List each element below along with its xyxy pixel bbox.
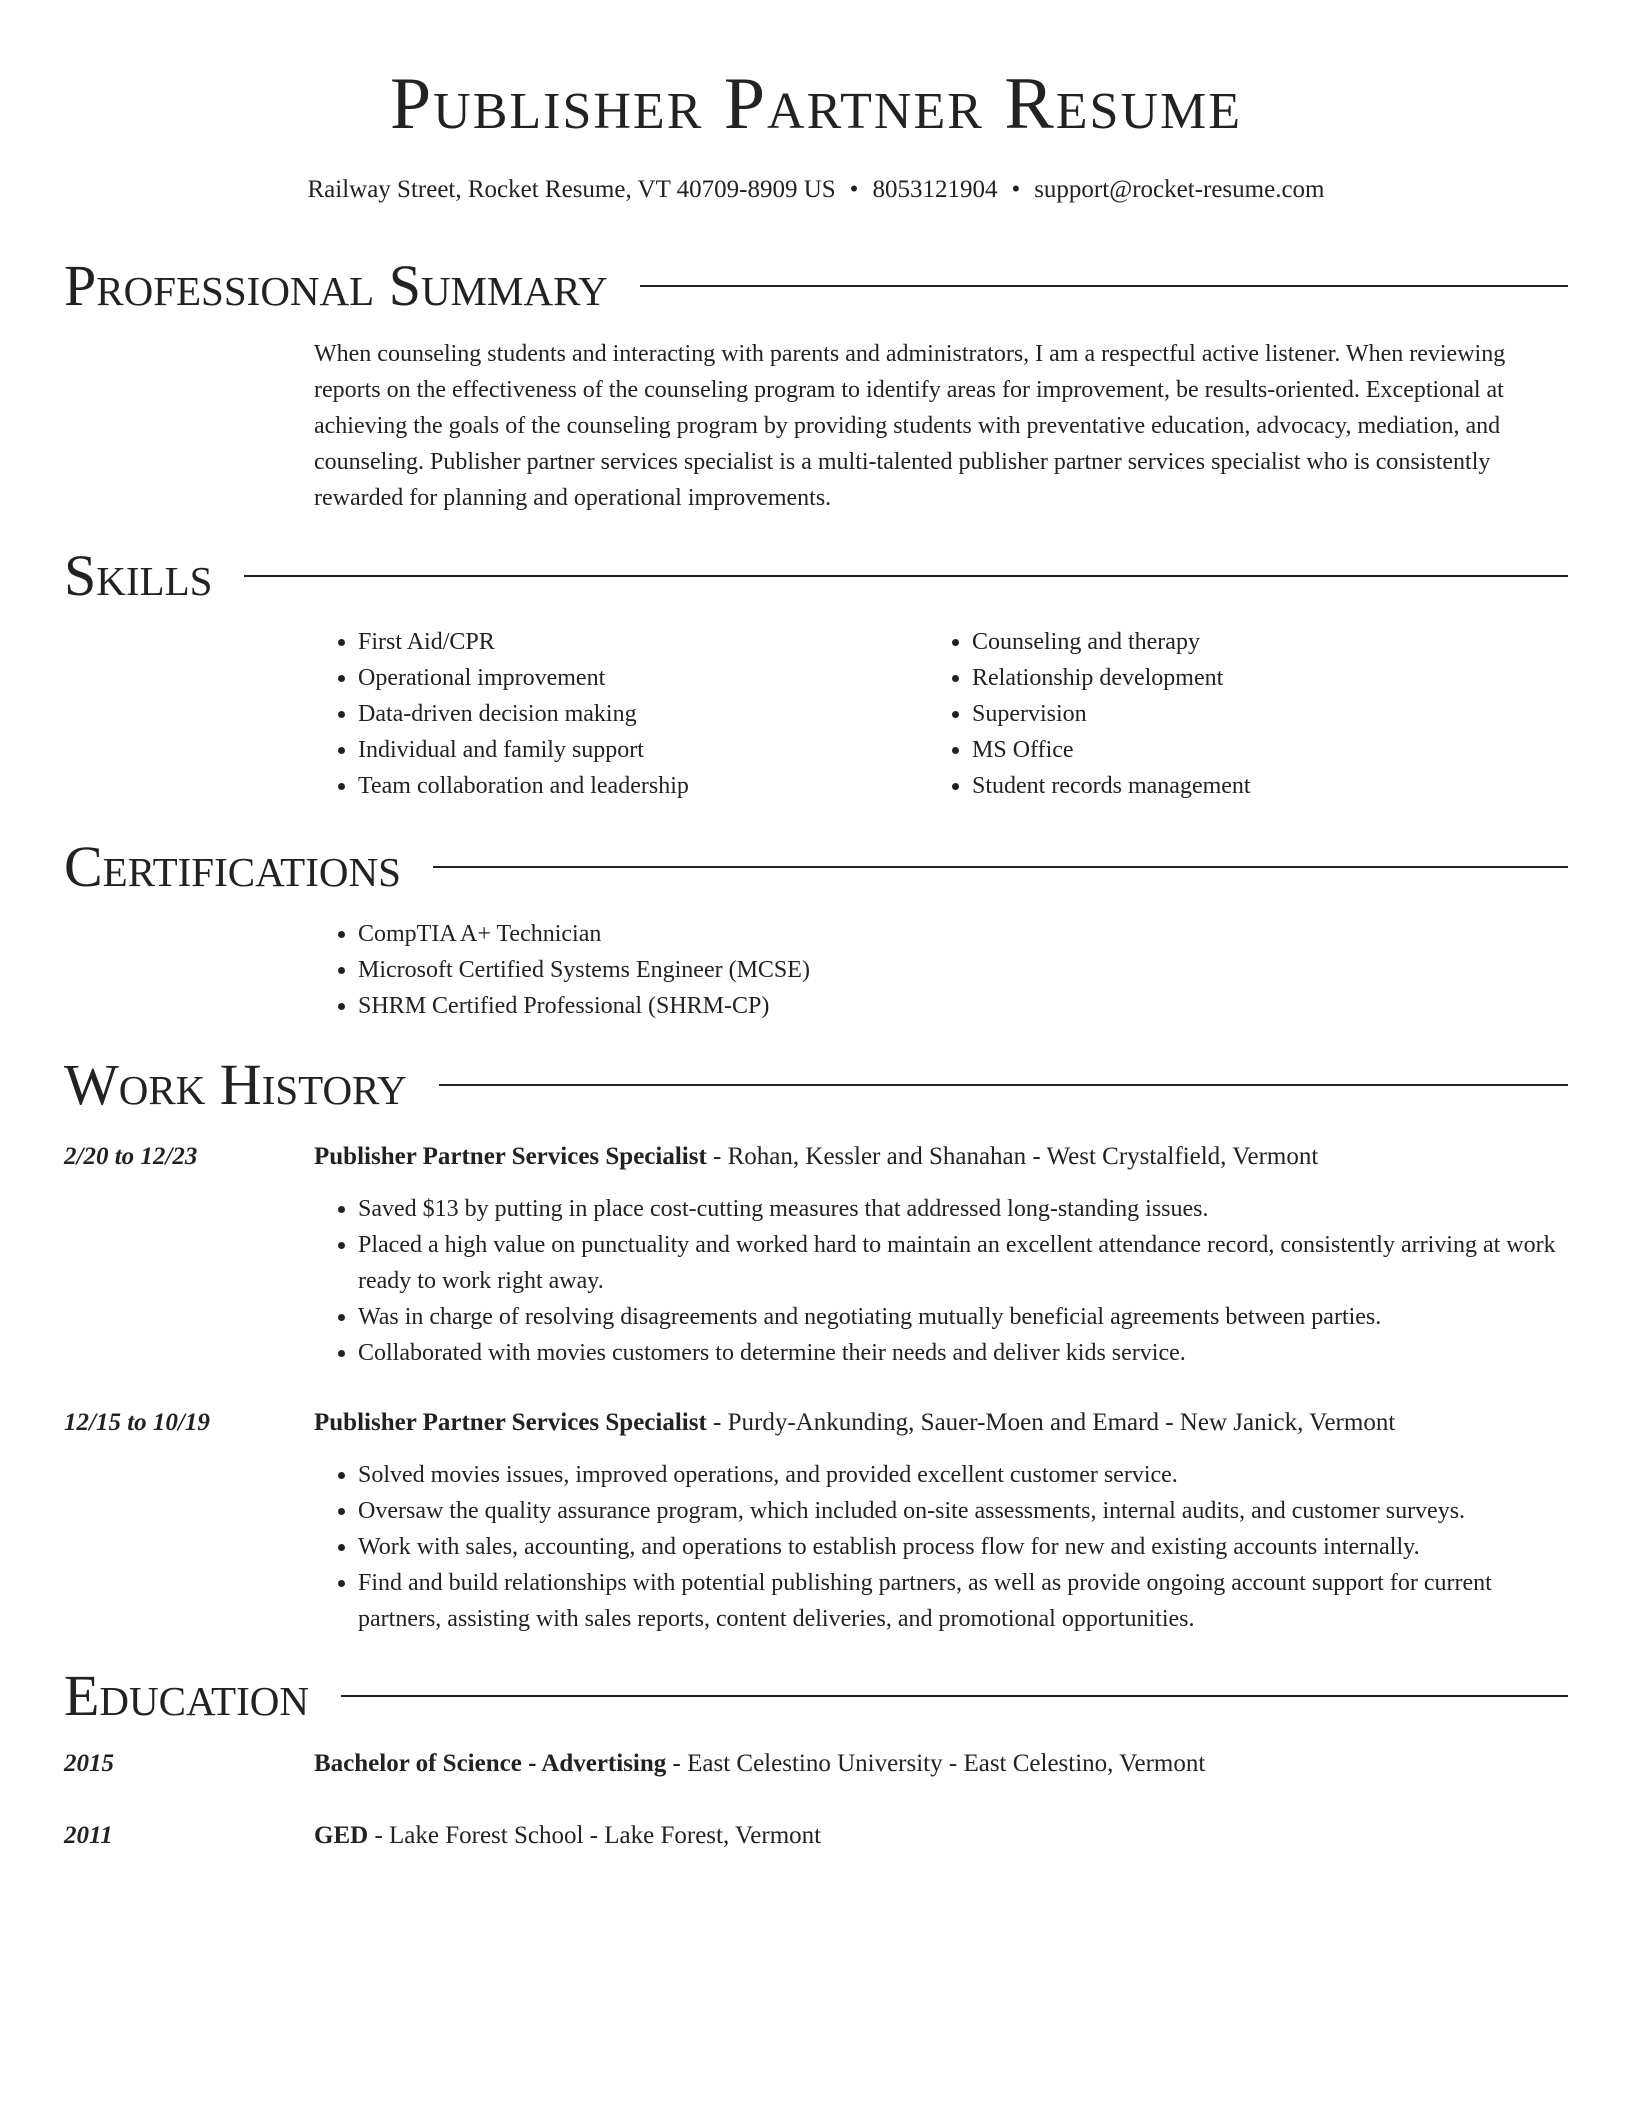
skill-item: • Relationship development [972, 660, 1528, 696]
job-bullets [314, 1457, 1568, 1637]
section-title-education: Education [64, 1663, 309, 1728]
job-details: - Purdy-Ankunding, Sauer-Moen and Emard - New Janick, Vermont [706, 1409, 1396, 1436]
summary-text: When counseling students and interacting with parents and administrators, I am a respectful active listener. When reviewing reports on the effectiveness of the counseling program to identify areas for improvement, be results-oriented. Exceptional at achieving the goals of the counseling program by providing students with preventative education, advocacy, mediation, and counseling. Publisher partner services specialist is a multi-talented publisher partner services specialist who is consistently rewarded for planning and operational improvements. [314, 341, 1506, 511]
education-heading [314, 1746, 1568, 1782]
certification-item: • SHRM Certified Professional (SHRM-CP) [358, 988, 1568, 1024]
job-bullets [314, 1191, 1568, 1371]
address: Railway Street, Rocket Resume, VT 40709-8909 US [307, 176, 836, 203]
job-bullet: • Solved movies issues, improved operations, and provided excellent customer service. [358, 1457, 1568, 1493]
education-year: 2015 [64, 1750, 114, 1777]
section-rule [640, 285, 1568, 287]
section-header-work-history [64, 1050, 1568, 1120]
job-bullet: • Collaborated with movies customers to determine their needs and deliver kids service. [358, 1335, 1568, 1371]
job-bullet: • Saved $13 by putting in place cost-cutting measures that addressed long-standing issues. [358, 1191, 1568, 1227]
job-role: Publisher Partner Services Specialist [314, 1143, 707, 1170]
education-details: - Lake Forest School - Lake Forest, Vermont [368, 1822, 822, 1849]
skills-column-left [314, 624, 914, 804]
job-bullet: • Placed a high value on punctuality and worked hard to maintain an excellent attendance record, consistently arriving at work ready to work right away. [358, 1227, 1568, 1299]
contact-separator: • [849, 176, 859, 203]
job-heading [314, 1139, 1568, 1175]
section-title-summary: Professional Summary [64, 253, 608, 318]
education-year: 2011 [64, 1822, 113, 1849]
resume-title: Publisher Partner Resume [389, 63, 1243, 145]
certification-item: • Microsoft Certified Systems Engineer (MCSE) [358, 952, 1568, 988]
skill-item: • Supervision [972, 696, 1528, 732]
skills-column-right [928, 624, 1528, 804]
job-heading [314, 1405, 1568, 1441]
skill-item: • Student records management [972, 768, 1528, 804]
skill-item: • Data-driven decision making [358, 696, 914, 732]
education-degree: Bachelor of Science - Advertising [314, 1750, 667, 1777]
skill-item: • MS Office [972, 732, 1528, 768]
job-role: Publisher Partner Services Specialist [314, 1409, 707, 1436]
section-rule [433, 866, 1568, 868]
education-heading [314, 1818, 1568, 1854]
section-rule [244, 575, 1568, 577]
education-details: - East Celestino University - East Celestino, Vermont [666, 1750, 1206, 1777]
skill-item: • First Aid/CPR [358, 624, 914, 660]
certifications-list [314, 916, 1568, 1024]
job-details: - Rohan, Kessler and Shanahan - West Crystalfield, Vermont [706, 1143, 1319, 1170]
section-title-work-history: Work History [64, 1052, 407, 1117]
section-header-certifications [64, 832, 1568, 902]
contact-line [0, 172, 1632, 208]
job-bullet: • Was in charge of resolving disagreements and negotiating mutually beneficial agreements between parties. [358, 1299, 1568, 1335]
skill-item: • Team collaboration and leadership [358, 768, 914, 804]
skill-item: • Counseling and therapy [972, 624, 1528, 660]
email: support@rocket-resume.com [1034, 176, 1325, 203]
section-title-certifications: Certifications [64, 834, 401, 899]
job-bullet: • Oversaw the quality assurance program, which included on-site assessments, internal audits, and customer surveys. [358, 1493, 1568, 1529]
contact-separator: • [1011, 176, 1021, 203]
section-header-summary [64, 251, 1568, 321]
phone: 8053121904 [872, 176, 998, 203]
skill-item: • Operational improvement [358, 660, 914, 696]
education-degree: GED [314, 1822, 369, 1849]
section-rule [439, 1084, 1568, 1086]
job-dates: 2/20 to 12/23 [64, 1143, 198, 1170]
certification-item: • CompTIA A+ Technician [358, 916, 1568, 952]
job-bullet: • Find and build relationships with potential publishing partners, as well as provide ongoing account support for current partners, assisting with sales reports, content deliveries, and promotional opportunities. [358, 1565, 1568, 1637]
section-header-skills [64, 541, 1568, 611]
job-bullet: • Work with sales, accounting, and operations to establish process flow for new and existing accounts internally. [358, 1529, 1568, 1565]
section-header-education [64, 1661, 1568, 1731]
skill-item: • Individual and family support [358, 732, 914, 768]
section-rule [341, 1695, 1568, 1697]
job-dates: 12/15 to 10/19 [64, 1409, 210, 1436]
section-title-skills: Skills [64, 543, 213, 608]
